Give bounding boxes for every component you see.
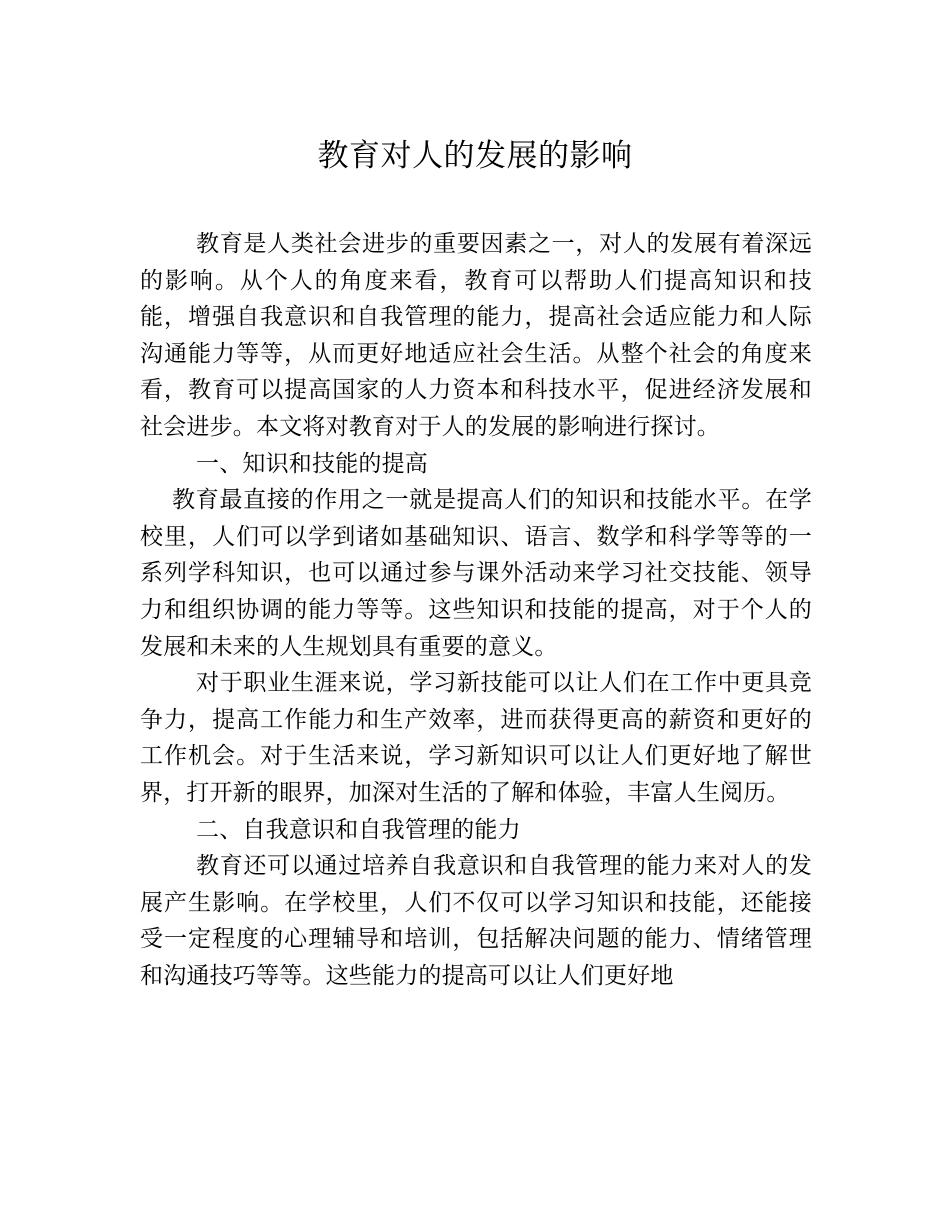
paragraph-self-awareness: 教育还可以通过培养自我意识和自我管理的能力来对人的发展产生影响。在学校里，人们不仅可以学习知识和技能，还能接受一定程度的心理辅导和培训，包括解决问题的能力、情绪管理和沟通技巧等等。这些能力的提高可以让人们更好地 [140, 853, 812, 989]
section-heading-2: 二、自我意识和自我管理的能力 [196, 816, 521, 843]
document-title: 教育对人的发展的影响 [317, 138, 633, 174]
paragraph-intro: 教育是人类社会进步的重要因素之一，对人的发展有着深远的影响。从个人的角度来看，教育可以帮助人们提高知识和技能，增强自我意识和自我管理的能力，提高社会适应能力和人际沟通能力等等，从而更好地适应社会生活。从整个社会的角度来看，教育可以提高国家的人力资本和科技水平，促进经济发展和社会进步。本文将对教育对于人的发展的影响进行探讨。 [140, 231, 812, 440]
section-heading-1: 一、知识和技能的提高 [196, 450, 428, 477]
document-body [140, 226, 812, 994]
paragraph-knowledge: 教育最直接的作用之一就是提高人们的知识和技能水平。在学校里，人们可以学到诸如基础知识、语言、数学和科学等等的一系列学科知识，也可以通过参与课外活动来学习社交技能、领导力和组织协调的能力等等。这些知识和技能的提高，对于个人的发展和未来的人生规划具有重要的意义。 [140, 487, 812, 660]
paragraph-career: 对于职业生涯来说，学习新技能可以让人们在工作中更具竞争力，提高工作能力和生产效率，进而获得更高的薪资和更好的工作机会。对于生活来说，学习新知识可以让人们更好地了解世界，打开新的眼界，加深对生活的了解和体验，丰富人生阅历。 [140, 670, 812, 806]
